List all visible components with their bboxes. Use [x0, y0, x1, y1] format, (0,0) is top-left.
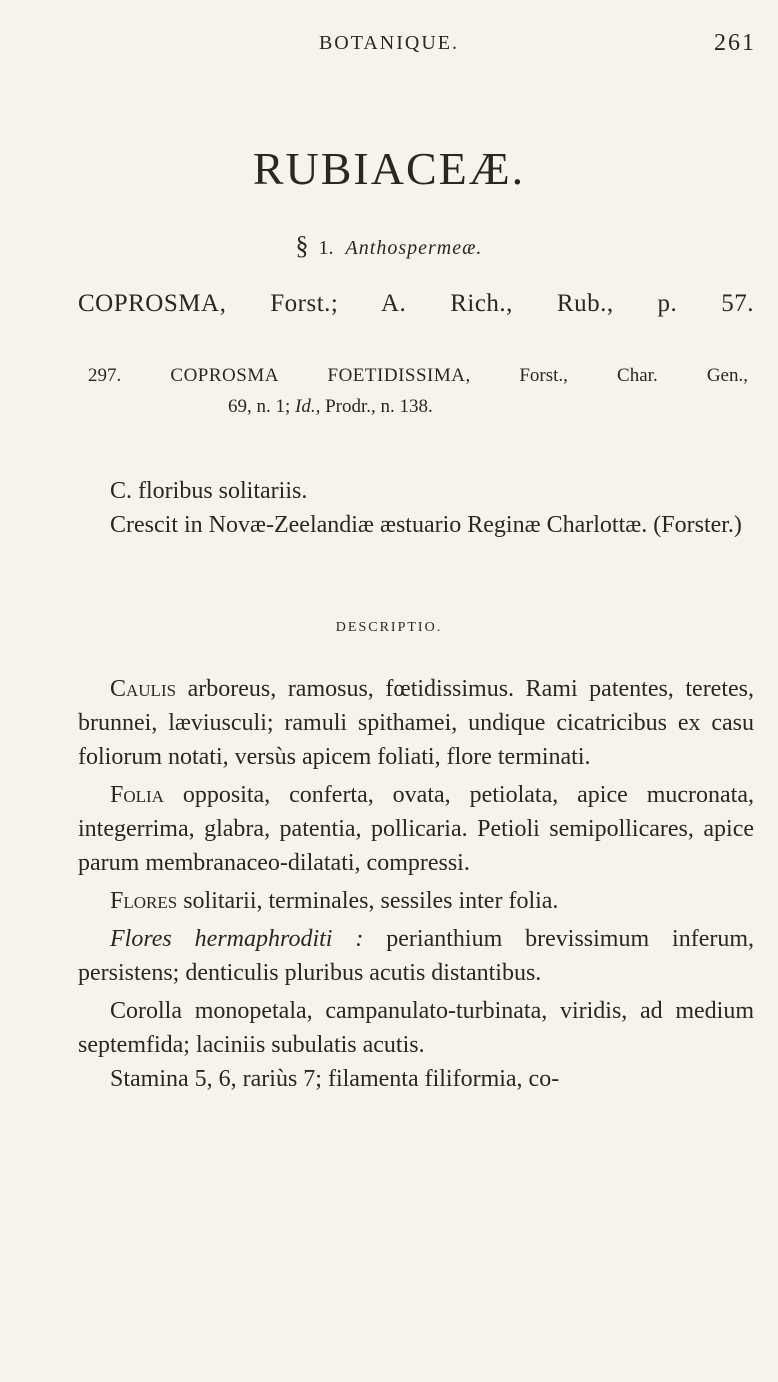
species-heading: [88, 360, 748, 422]
description-block: [78, 672, 754, 1096]
flores-text: solitarii, terminales, sessiles inter folia.: [177, 888, 559, 914]
flores-label: Flores: [110, 888, 178, 914]
species-citation-2-pre: 69, n. 1;: [228, 396, 296, 417]
hermaphroditi-paragraph: [78, 922, 754, 990]
stamina-paragraph: Stamina 5, 6, rariùs 7; filamenta filiformia, co-: [110, 1066, 560, 1092]
species-number: 297.: [88, 365, 122, 386]
description-heading: DESCRIPTIO.: [335, 620, 443, 635]
diagnosis-block: [78, 474, 754, 542]
folia-paragraph: [78, 778, 754, 880]
caulis-text: arboreus, ramosus, fœtidissimus. Rami patentes, teretes, brunnei, læviusculi; ramuli spithamei, undique cicatricibus ex casu foliorum notati, versùs apicem foliati, flore terminati.: [78, 676, 754, 770]
species-line-1: [88, 360, 748, 391]
genus-citation: , Forst.; A. Rich., Rub., p. 57.: [219, 290, 754, 317]
genus-name: COPROSMA: [78, 290, 220, 317]
folia-text: opposita, conferta, ovata, petiolata, apice mucronata, integerrima, glabra, patentia, pollicaria. Petioli semipollicares, apice parum membranaceo-dilatati, compressi.: [78, 782, 754, 876]
section-heading: [0, 231, 778, 261]
species-citation-2-id: Id.,: [295, 396, 321, 417]
diagnosis-text: C. floribus solitariis.: [110, 478, 308, 504]
flores-paragraph: [78, 884, 754, 918]
hermaphroditi-label: Flores hermaphroditi :: [110, 926, 364, 952]
caulis-label: Caulis: [110, 676, 177, 702]
species-citation-1: , Forst., Char. Gen.,: [465, 365, 748, 386]
habitat-text: Crescit in Novæ-Zeelandiæ æstuario Reginæ Charlottæ. (Forster.): [110, 512, 742, 538]
section-mark: §: [295, 231, 309, 260]
species-line-2: [88, 391, 748, 422]
hermaphroditi-text: perianthium brevissimum inferum, persistens; denticulis pluribus acutis distantibus.: [78, 926, 755, 986]
species-citation-2-post: Prodr., n. 138.: [320, 396, 433, 417]
folia-label: Folia: [110, 782, 164, 808]
running-title: BOTANIQUE.: [318, 32, 460, 54]
page-number: 261: [714, 30, 756, 56]
corolla-paragraph: Corolla monopetala, campanulato-turbinata, viridis, ad medium septemfida; laciniis subulatis acutis.: [78, 998, 754, 1058]
running-header: [0, 28, 778, 68]
section-number: 1.: [318, 237, 334, 259]
genus-heading: [78, 290, 754, 318]
family-title: RUBIACEÆ.: [252, 143, 526, 194]
species-name: COPROSMA FOETIDISSIMA: [170, 365, 466, 386]
caulis-paragraph: [78, 672, 754, 774]
section-name: Anthospermeæ.: [345, 237, 483, 259]
